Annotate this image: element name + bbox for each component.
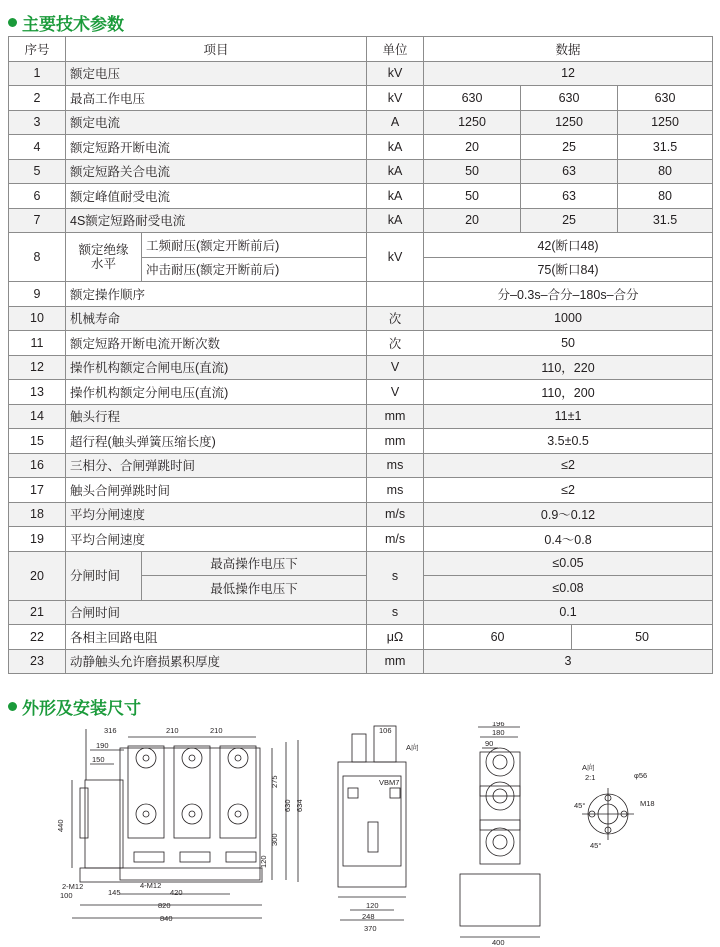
cell-unit: kA bbox=[367, 159, 424, 184]
table-row bbox=[9, 551, 713, 576]
cell-no: 19 bbox=[9, 527, 66, 552]
dim-300: 300 bbox=[270, 833, 279, 846]
dim-210-b: 210 bbox=[210, 726, 223, 735]
table-row bbox=[9, 380, 713, 405]
cell-no: 13 bbox=[9, 380, 66, 405]
table-row bbox=[9, 404, 713, 429]
cell-no: 10 bbox=[9, 306, 66, 331]
table-header-row bbox=[9, 37, 713, 62]
cell-value: ≤0.05 bbox=[424, 551, 713, 576]
cell-no: 15 bbox=[9, 429, 66, 454]
cell-value-2: 50 bbox=[572, 625, 713, 650]
cell-item: 动静触头允许磨损累积厚度 bbox=[66, 649, 367, 674]
label-phi56: φ56 bbox=[634, 771, 648, 780]
cell-unit: kV bbox=[367, 233, 424, 282]
cell-item: 额定短路开断电流 bbox=[66, 135, 367, 160]
cell-value-3: 31.5 bbox=[618, 135, 713, 160]
dim-634: 634 bbox=[295, 799, 304, 812]
cell-item: 额定短路开断电流开断次数 bbox=[66, 331, 367, 356]
table-row bbox=[9, 625, 713, 650]
header-unit: 单位 bbox=[367, 37, 424, 62]
cell-value: 0.4～0.8 bbox=[424, 527, 713, 552]
table-row bbox=[9, 478, 713, 503]
cell-item: 操作机构额定分闸电压(直流) bbox=[66, 380, 367, 405]
table-row bbox=[9, 282, 713, 307]
dim-440: 440 bbox=[56, 819, 65, 832]
cell-value: 0.9～0.12 bbox=[424, 502, 713, 527]
cell-item: 机械寿命 bbox=[66, 306, 367, 331]
front-view-drawing bbox=[72, 729, 298, 918]
cell-unit: μΩ bbox=[367, 625, 424, 650]
cell-unit bbox=[367, 282, 424, 307]
section-title-dims bbox=[8, 694, 141, 718]
cell-value-1: 20 bbox=[424, 208, 521, 233]
dim-190: 190 bbox=[96, 741, 109, 750]
dim-248: 248 bbox=[362, 912, 375, 921]
dim-840: 840 bbox=[160, 914, 173, 923]
dim-210-a: 210 bbox=[166, 726, 179, 735]
table-row bbox=[9, 159, 713, 184]
cell-no: 20 bbox=[9, 551, 66, 600]
table-row bbox=[9, 331, 713, 356]
cell-value-1: 1250 bbox=[424, 110, 521, 135]
cell-value-1: 630 bbox=[424, 86, 521, 111]
cell-item: 额定操作顺序 bbox=[66, 282, 367, 307]
dim-120: 120 bbox=[259, 855, 268, 868]
label-angle-45-a: 45° bbox=[574, 801, 586, 810]
cell-item: 额定峰值耐受电流 bbox=[66, 184, 367, 209]
table-row bbox=[9, 355, 713, 380]
cell-item: 额定电流 bbox=[66, 110, 367, 135]
side-view-dimensions bbox=[362, 726, 419, 933]
cell-value: 50 bbox=[424, 331, 713, 356]
cell-value: 3.5±0.5 bbox=[424, 429, 713, 454]
cell-item: 4S额定短路耐受电流 bbox=[66, 208, 367, 233]
cell-value: 分–0.3s–合分–180s–合分 bbox=[424, 282, 713, 307]
cell-no: 14 bbox=[9, 404, 66, 429]
cell-value: ≤0.08 bbox=[424, 576, 713, 601]
table-row bbox=[9, 184, 713, 209]
cell-no: 8 bbox=[9, 233, 66, 282]
section-title-dims-text: 外形及安装尺寸 bbox=[22, 698, 141, 719]
table-row bbox=[9, 208, 713, 233]
cell-no: 3 bbox=[9, 110, 66, 135]
cell-sub-item: 最高操作电压下 bbox=[142, 551, 367, 576]
cell-value: 3 bbox=[424, 649, 713, 674]
cell-no: 9 bbox=[9, 282, 66, 307]
cell-value: 75(断口84) bbox=[424, 257, 713, 282]
cell-value-3: 630 bbox=[618, 86, 713, 111]
cell-item: 平均合闸速度 bbox=[66, 527, 367, 552]
cell-value: 110，220 bbox=[424, 355, 713, 380]
cell-item: 平均分闸速度 bbox=[66, 502, 367, 527]
top-view-drawing bbox=[460, 727, 540, 937]
cell-value: ≤2 bbox=[424, 478, 713, 503]
dim-400: 400 bbox=[492, 938, 505, 947]
dim-100: 100 bbox=[60, 891, 73, 900]
table-row bbox=[9, 502, 713, 527]
cell-unit: mm bbox=[367, 404, 424, 429]
label-scale: 2:1 bbox=[585, 773, 596, 782]
cell-value: 110，200 bbox=[424, 380, 713, 405]
cell-unit: kA bbox=[367, 135, 424, 160]
cell-value: 42(断口48) bbox=[424, 233, 713, 258]
cell-value-1: 50 bbox=[424, 184, 521, 209]
cell-unit: kV bbox=[367, 61, 424, 86]
cell-unit: kA bbox=[367, 208, 424, 233]
cell-sub-item: 工频耐压(额定开断前后) bbox=[142, 233, 367, 258]
cell-item: 分闸时间 bbox=[66, 551, 142, 600]
label-m18: M18 bbox=[640, 799, 655, 808]
cell-value-3: 31.5 bbox=[618, 208, 713, 233]
cell-item: 各相主回路电阻 bbox=[66, 625, 367, 650]
cell-value: 12 bbox=[424, 61, 713, 86]
dim-145: 145 bbox=[108, 888, 121, 897]
table-row bbox=[9, 429, 713, 454]
table-row bbox=[9, 110, 713, 135]
cell-value: 1000 bbox=[424, 306, 713, 331]
cell-no: 16 bbox=[9, 453, 66, 478]
cell-unit: ms bbox=[367, 478, 424, 503]
cell-no: 12 bbox=[9, 355, 66, 380]
dim-180: 180 bbox=[492, 728, 505, 737]
cell-unit: V bbox=[367, 380, 424, 405]
table-row bbox=[9, 306, 713, 331]
table-row bbox=[9, 649, 713, 674]
cell-no: 4 bbox=[9, 135, 66, 160]
table-row bbox=[9, 527, 713, 552]
cell-no: 5 bbox=[9, 159, 66, 184]
cell-item: 合闸时间 bbox=[66, 600, 367, 625]
dim-420: 420 bbox=[170, 888, 183, 897]
cell-value-2: 25 bbox=[521, 208, 618, 233]
cell-item: 额定电压 bbox=[66, 61, 367, 86]
cell-value-3: 80 bbox=[618, 184, 713, 209]
cell-value-2: 630 bbox=[521, 86, 618, 111]
cell-no: 7 bbox=[9, 208, 66, 233]
dim-150: 150 bbox=[92, 755, 105, 764]
cell-no: 1 bbox=[9, 61, 66, 86]
cell-item: 额定绝缘水平 bbox=[66, 233, 142, 282]
label-vbm7: VBM7 bbox=[379, 778, 400, 787]
table-row bbox=[9, 61, 713, 86]
dimension-drawings bbox=[0, 722, 720, 947]
dim-820: 820 bbox=[158, 901, 171, 910]
cell-no: 21 bbox=[9, 600, 66, 625]
cell-unit: mm bbox=[367, 649, 424, 674]
label-angle-45-b: 45° bbox=[590, 841, 602, 850]
table-row bbox=[9, 233, 713, 258]
cell-unit: 次 bbox=[367, 306, 424, 331]
cell-unit: ms bbox=[367, 453, 424, 478]
dim-316: 316 bbox=[104, 726, 117, 735]
cell-value-1: 50 bbox=[424, 159, 521, 184]
cell-item: 操作机构额定合闸电压(直流) bbox=[66, 355, 367, 380]
cell-value-2: 63 bbox=[521, 184, 618, 209]
cell-value-2: 63 bbox=[521, 159, 618, 184]
dim-2-m12: 2-M12 bbox=[62, 882, 84, 891]
cell-no: 23 bbox=[9, 649, 66, 674]
cell-no: 6 bbox=[9, 184, 66, 209]
cell-item: 最高工作电压 bbox=[66, 86, 367, 111]
table-row bbox=[9, 600, 713, 625]
header-data: 数据 bbox=[424, 37, 713, 62]
cell-item: 触头合闸弹跳时间 bbox=[66, 478, 367, 503]
side-view-drawing bbox=[338, 726, 406, 920]
cell-unit: m/s bbox=[367, 502, 424, 527]
dim-90: 90 bbox=[485, 739, 494, 748]
dim-196: 196 bbox=[492, 722, 505, 728]
cell-sub-item: 最低操作电压下 bbox=[142, 576, 367, 601]
label-a-direction: A向 bbox=[406, 743, 419, 752]
cell-unit: kA bbox=[367, 184, 424, 209]
detail-a-drawing bbox=[582, 788, 634, 840]
table-row bbox=[9, 86, 713, 111]
table-row bbox=[9, 135, 713, 160]
cell-item: 触头行程 bbox=[66, 404, 367, 429]
header-no: 序号 bbox=[9, 37, 66, 62]
cell-item: 超行程(触头弹簧压缩长度) bbox=[66, 429, 367, 454]
cell-value: 0.1 bbox=[424, 600, 713, 625]
cell-item: 三相分、合闸弹跳时间 bbox=[66, 453, 367, 478]
cell-no: 2 bbox=[9, 86, 66, 111]
cell-item: 额定短路关合电流 bbox=[66, 159, 367, 184]
dim-120-side: 120 bbox=[366, 901, 379, 910]
cell-unit: s bbox=[367, 551, 424, 600]
cell-unit: 次 bbox=[367, 331, 424, 356]
cell-value-2: 25 bbox=[521, 135, 618, 160]
dim-630: 630 bbox=[283, 799, 292, 812]
cell-value-3: 80 bbox=[618, 159, 713, 184]
cell-value-1: 20 bbox=[424, 135, 521, 160]
cell-no: 22 bbox=[9, 625, 66, 650]
dim-370: 370 bbox=[364, 924, 377, 933]
cell-value-2: 1250 bbox=[521, 110, 618, 135]
dim-106: 106 bbox=[379, 726, 392, 735]
table-row bbox=[9, 453, 713, 478]
cell-unit: s bbox=[367, 600, 424, 625]
parameter-table bbox=[8, 36, 713, 674]
cell-unit: kV bbox=[367, 86, 424, 111]
cell-no: 18 bbox=[9, 502, 66, 527]
dim-4-m12: 4-M12 bbox=[140, 881, 162, 890]
cell-unit: A bbox=[367, 110, 424, 135]
cell-unit: mm bbox=[367, 429, 424, 454]
section-title-params bbox=[8, 10, 124, 34]
label-a-direction-detail: A向 bbox=[582, 763, 595, 772]
cell-value-3: 1250 bbox=[618, 110, 713, 135]
bullet-icon bbox=[8, 702, 17, 711]
bullet-icon bbox=[8, 18, 17, 27]
header-item: 项目 bbox=[66, 37, 367, 62]
front-view-dimensions bbox=[56, 726, 304, 923]
cell-value: ≤2 bbox=[424, 453, 713, 478]
cell-value-1: 60 bbox=[424, 625, 572, 650]
cell-unit: V bbox=[367, 355, 424, 380]
section-title-params-text: 主要技术参数 bbox=[22, 14, 124, 35]
dim-275: 275 bbox=[270, 775, 279, 788]
cell-sub-item: 冲击耐压(额定开断前后) bbox=[142, 257, 367, 282]
cell-unit: m/s bbox=[367, 527, 424, 552]
cell-value: 11±1 bbox=[424, 404, 713, 429]
cell-no: 11 bbox=[9, 331, 66, 356]
cell-no: 17 bbox=[9, 478, 66, 503]
